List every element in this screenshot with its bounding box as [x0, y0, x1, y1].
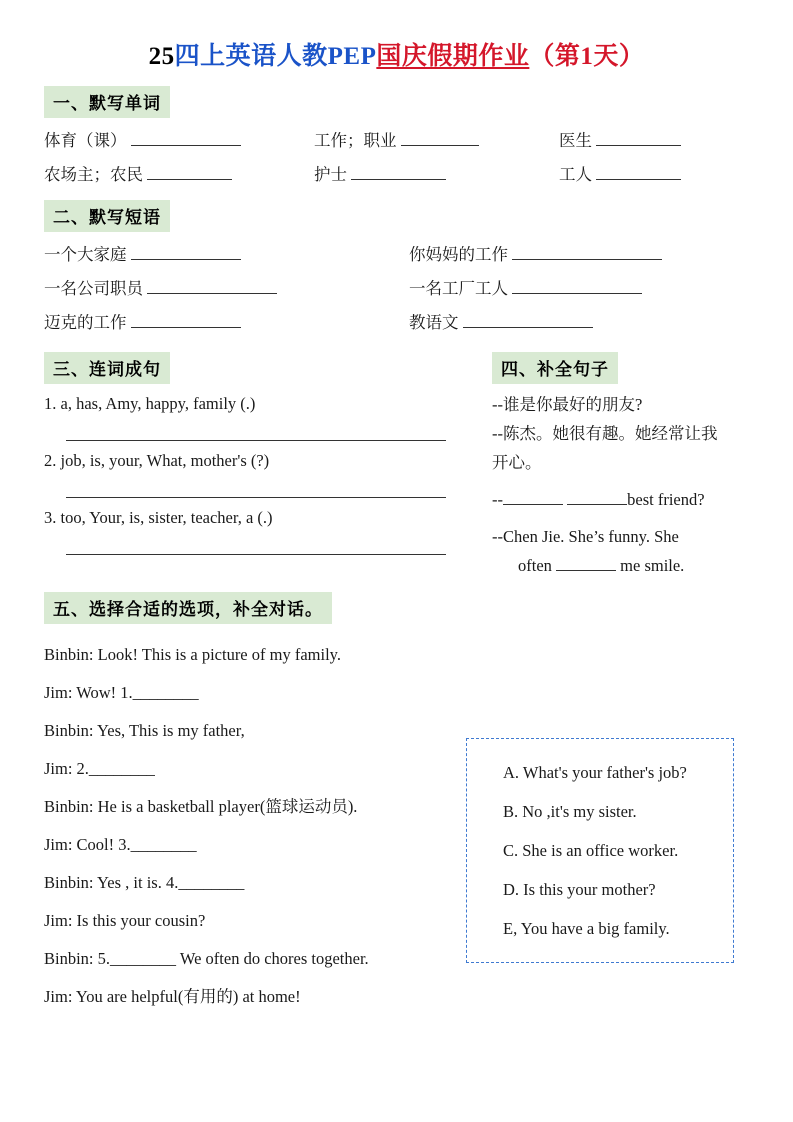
dialog-line: Jim: Is this your cousin? — [44, 911, 206, 930]
write-blank[interactable] — [567, 489, 627, 505]
dialog-line: Jim: 2.________ — [44, 759, 155, 778]
answer-pre: often — [518, 556, 552, 575]
phrase-cell — [44, 306, 409, 340]
fill-question-line — [492, 485, 749, 514]
section-3-heading: 三、连词成句 — [44, 352, 170, 384]
phrase-label: 教语文 — [409, 313, 459, 332]
phrase-cell — [409, 238, 662, 272]
write-blank[interactable] — [596, 130, 681, 146]
section-5-header-wrap — [44, 592, 749, 624]
options-box — [466, 738, 734, 963]
fill-answer-line-2 — [492, 551, 749, 580]
section-1-heading: 一、默写单词 — [44, 86, 170, 118]
write-blank[interactable] — [401, 130, 479, 146]
phrase-label: 一个大家庭 — [44, 245, 127, 264]
question-tail: best friend? — [627, 490, 705, 509]
title-part-day: （第1天） — [529, 43, 645, 70]
title-part-subject: 四上英语人教 — [174, 43, 328, 70]
phrase-label: 一名工厂工人 — [409, 279, 508, 298]
write-blank[interactable] — [463, 312, 593, 328]
prompt-line: 开心。 — [492, 453, 542, 472]
option-item[interactable]: E, You have a big family. — [503, 919, 670, 938]
phrase-label: 迈克的工作 — [44, 313, 127, 332]
reorder-item: 2. job, is, your, What, mother's (?) — [44, 451, 270, 470]
write-blank[interactable] — [147, 164, 232, 180]
section-2-header-wrap — [44, 200, 749, 232]
section-4-header-wrap — [492, 352, 749, 384]
dialog-line: Jim: Wow! 1.________ — [44, 683, 199, 702]
write-blank[interactable] — [131, 244, 241, 260]
dialog-line: Jim: Cool! 3.________ — [44, 835, 197, 854]
title-part-number: 25 — [148, 43, 175, 70]
section-2-body — [44, 238, 749, 340]
word-label: 体育（课） — [44, 131, 127, 150]
fill-answer-line-1: --Chen Jie. She’s funny. She — [492, 527, 679, 546]
write-blank[interactable] — [503, 489, 563, 505]
dialog-line: Binbin: He is a basketball player(篮球运动员). — [44, 797, 358, 816]
page-title — [44, 36, 749, 72]
option-item[interactable]: B. No ,it's my sister. — [503, 802, 637, 821]
phrase-label: 一名公司职员 — [44, 279, 143, 298]
title-part-pep: PEP — [327, 43, 377, 70]
word-label: 工人 — [559, 165, 592, 184]
section-4-heading: 四、补全句子 — [492, 352, 618, 384]
title-part-holiday: 国庆假期作业 — [376, 43, 530, 70]
dialog-block — [44, 636, 496, 1016]
answer-blank-line[interactable] — [66, 414, 446, 441]
word-label: 医生 — [559, 131, 592, 150]
reorder-item: 3. too, Your, is, sister, teacher, a (.) — [44, 508, 273, 527]
write-blank[interactable] — [351, 164, 446, 180]
word-cell — [559, 158, 681, 192]
prompt-line: --谁是你最好的朋友? — [492, 395, 643, 414]
phrase-row — [44, 306, 749, 340]
word-row — [44, 158, 749, 192]
prompt-line: --陈杰。她很有趣。她经常让我 — [492, 424, 718, 443]
dash-prefix: -- — [492, 490, 503, 509]
option-item[interactable]: D. Is this your mother? — [503, 880, 656, 899]
section-3-header-wrap — [44, 352, 474, 384]
phrase-cell — [44, 238, 409, 272]
phrase-label: 你妈妈的工作 — [409, 245, 508, 264]
word-cell — [44, 158, 314, 192]
word-row — [44, 124, 749, 158]
section-2-heading: 二、默写短语 — [44, 200, 170, 232]
option-item[interactable]: A. What's your father's job? — [503, 763, 687, 782]
write-blank[interactable] — [512, 244, 662, 260]
section-4-body — [474, 350, 749, 580]
word-cell — [314, 158, 559, 192]
dialog-line: Binbin: Look! This is a picture of my family. — [44, 645, 341, 664]
dialog-line: Binbin: 5.________ We often do chores together. — [44, 949, 369, 968]
write-blank[interactable] — [147, 278, 277, 294]
dialog-line: Binbin: Yes , it is. 4.________ — [44, 873, 245, 892]
phrase-cell — [409, 306, 593, 340]
phrase-cell — [44, 272, 409, 306]
write-blank[interactable] — [131, 130, 241, 146]
phrase-row — [44, 238, 749, 272]
option-item[interactable]: C. She is an office worker. — [503, 841, 679, 860]
word-label: 农场主；农民 — [44, 165, 143, 184]
phrase-row — [44, 272, 749, 306]
answer-post: me smile. — [620, 556, 685, 575]
sections-3-4-wrap — [44, 350, 749, 580]
write-blank[interactable] — [596, 164, 681, 180]
answer-blank-line[interactable] — [66, 471, 446, 498]
word-cell — [314, 124, 559, 158]
word-cell — [44, 124, 314, 158]
word-cell — [559, 124, 681, 158]
word-label: 工作；职业 — [314, 131, 397, 150]
section-1-header-wrap — [44, 86, 749, 118]
section-5-heading: 五、选择合适的选项，补全对话。 — [44, 592, 332, 624]
answer-blank-line[interactable] — [66, 528, 446, 555]
section-3-body — [44, 350, 474, 580]
word-label: 护士 — [314, 165, 347, 184]
dialog-line: Binbin: Yes, This is my father, — [44, 721, 245, 740]
phrase-cell — [409, 272, 642, 306]
reorder-item: 1. a, has, Amy, happy, family (.) — [44, 394, 256, 413]
dialog-line: Jim: You are helpful(有用的) at home! — [44, 987, 301, 1006]
write-blank[interactable] — [512, 278, 642, 294]
section-1-body — [44, 124, 749, 192]
write-blank[interactable] — [131, 312, 241, 328]
write-blank[interactable] — [556, 555, 616, 571]
